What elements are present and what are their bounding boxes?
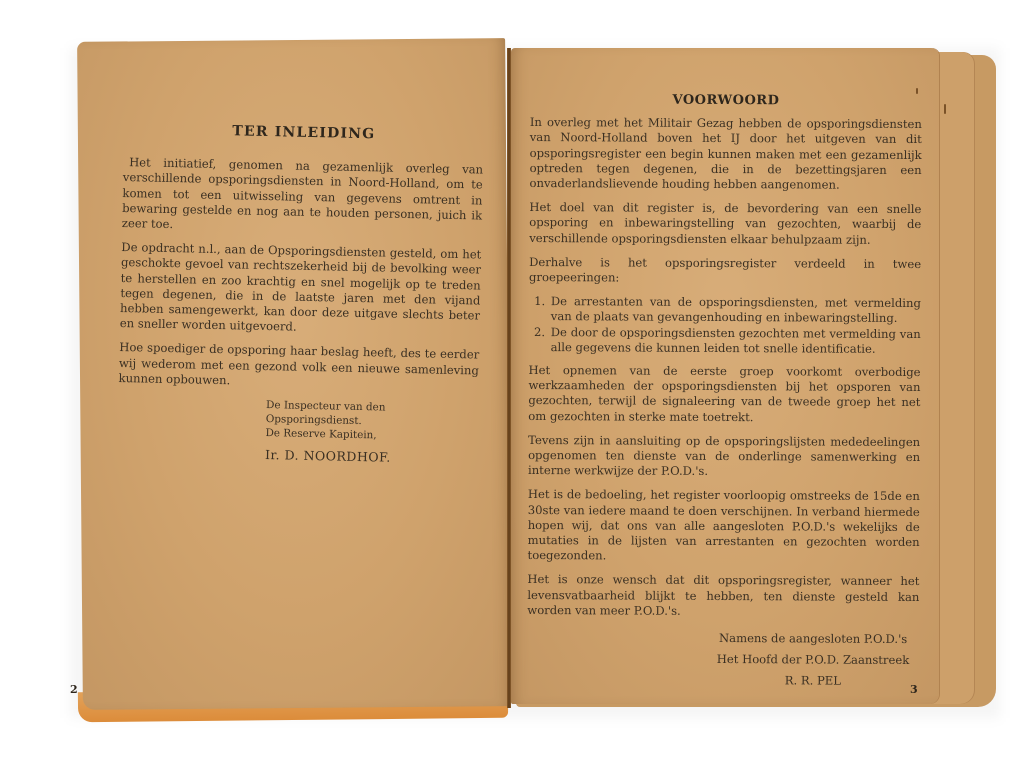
signature-name: R. R. PEL bbox=[784, 673, 842, 688]
signature-rank: De Reserve Kapitein, bbox=[265, 427, 377, 442]
signature-title: Het Hoofd der P.O.D. Zaanstreek bbox=[716, 652, 910, 668]
paragraph: Het opnemen van de eerste groep voorkomt overbodige werkzaamheden der opsporingsdiensten bij het opsporen van gezochten, terwijl de signaleering van de tweede groep het net om gezochten in sterke mate toetrekt. bbox=[528, 363, 921, 424]
book-spine-gutter bbox=[507, 48, 511, 708]
paragraph: Derhalve is het opsporingsregister verdeeld in twee groepeeringen: bbox=[528, 254, 922, 285]
signature-block bbox=[265, 398, 478, 466]
page-number: 2 bbox=[70, 683, 78, 696]
numbered-list bbox=[529, 294, 921, 357]
page-number: 3 bbox=[910, 683, 918, 696]
paragraph: Hoe spoediger de opsporing haar beslag heeft, des te eerder wij wederom met een gezond volk een nieuwe samenleving kunnen opbouwen. bbox=[118, 340, 480, 388]
paragraph: Het initiatief, genomen na gezamenlijk overleg van verschillende opsporingsdiensten in Noord-Holland, om te komen tot een uitwisseling van gegevens omtrent in bewaring gestelde en nog aan te houden personen, juich ik zeer toe. bbox=[121, 155, 484, 232]
signature-on-behalf: Namens de aangesloten P.O.D.'s bbox=[718, 631, 908, 647]
paragraph: Tevens zijn in aansluiting op de opsporingslijsten mededeelingen opgenomen ten dienste van de onderlinge samenwerking en interne werkwijze der P.O.D.'s. bbox=[527, 432, 921, 479]
right-page-content bbox=[527, 92, 922, 692]
paragraph: Het is onze wensch dat dit opsporingsregister, wanneer het levensvatbaarheid blijkt te hebben, ten dienste gesteld kan worden van meer P.O.D.'s. bbox=[527, 572, 920, 618]
list-item: 1. De arrestanten van de opsporingsdiensten, met vermelding van de plaats van gevangenhouding en inbewaringstelling. bbox=[549, 294, 921, 326]
signature-name: Ir. D. NOORDHOF. bbox=[264, 447, 391, 465]
paragraph: Het is de bedoeling, het register voorloopig omstreeks de 15de en 30ste van iedere maand te doen verschijnen. In verband hiermede hopen wij, dat ons van alle aangesloten P.O.D.'s wekelijks de mutaties in de lijsten van arrestanten en gezochten worden toegezonden. bbox=[527, 487, 920, 563]
paragraph: In overleg met het Militair Gezag hebben de opsporingsdiensten van Noord-Holland boven het IJ door het uitgeven van dit opsporingsregister een begin kunnen maken met een gezamenlijk optreden tegen degenen, die in de bezettingsjaren een onvaderlandslievende houding hebben aangenomen. bbox=[529, 115, 922, 192]
list-item: 2. De door de opsporingsdiensten gezochten met vermelding van alle gegevens die kunnen leiden tot snelle identificatie. bbox=[549, 325, 921, 357]
signature-title: De Inspecteur van den Opsporingsdienst. bbox=[265, 399, 386, 428]
paper-speck bbox=[944, 104, 946, 114]
page-title: TER INLEIDING bbox=[232, 123, 376, 143]
signature-block bbox=[713, 628, 913, 692]
paragraph: De opdracht n.l., aan de Opsporingsdiensten gesteld, om het geschokte gevoel van rechtszekerheid bij de bevolking weer te herstellen en zoo krachtig en snel mogelijk op te treden tegen degenen, die in de laatste jaren met den vijand hebben samengewerkt, kan door deze uitgave slechts beter en sneller worden uitgevoerd. bbox=[119, 240, 482, 334]
paragraph: Het doel van dit register is, de bevordering van een snelle opsporing en inbewaringstelling van gezochten, waarbij de verschillende opsporingsdiensten elkaar behulpzaam zijn. bbox=[529, 200, 922, 247]
left-page-content bbox=[117, 122, 484, 467]
page-title: VOORWOORD bbox=[672, 92, 780, 109]
